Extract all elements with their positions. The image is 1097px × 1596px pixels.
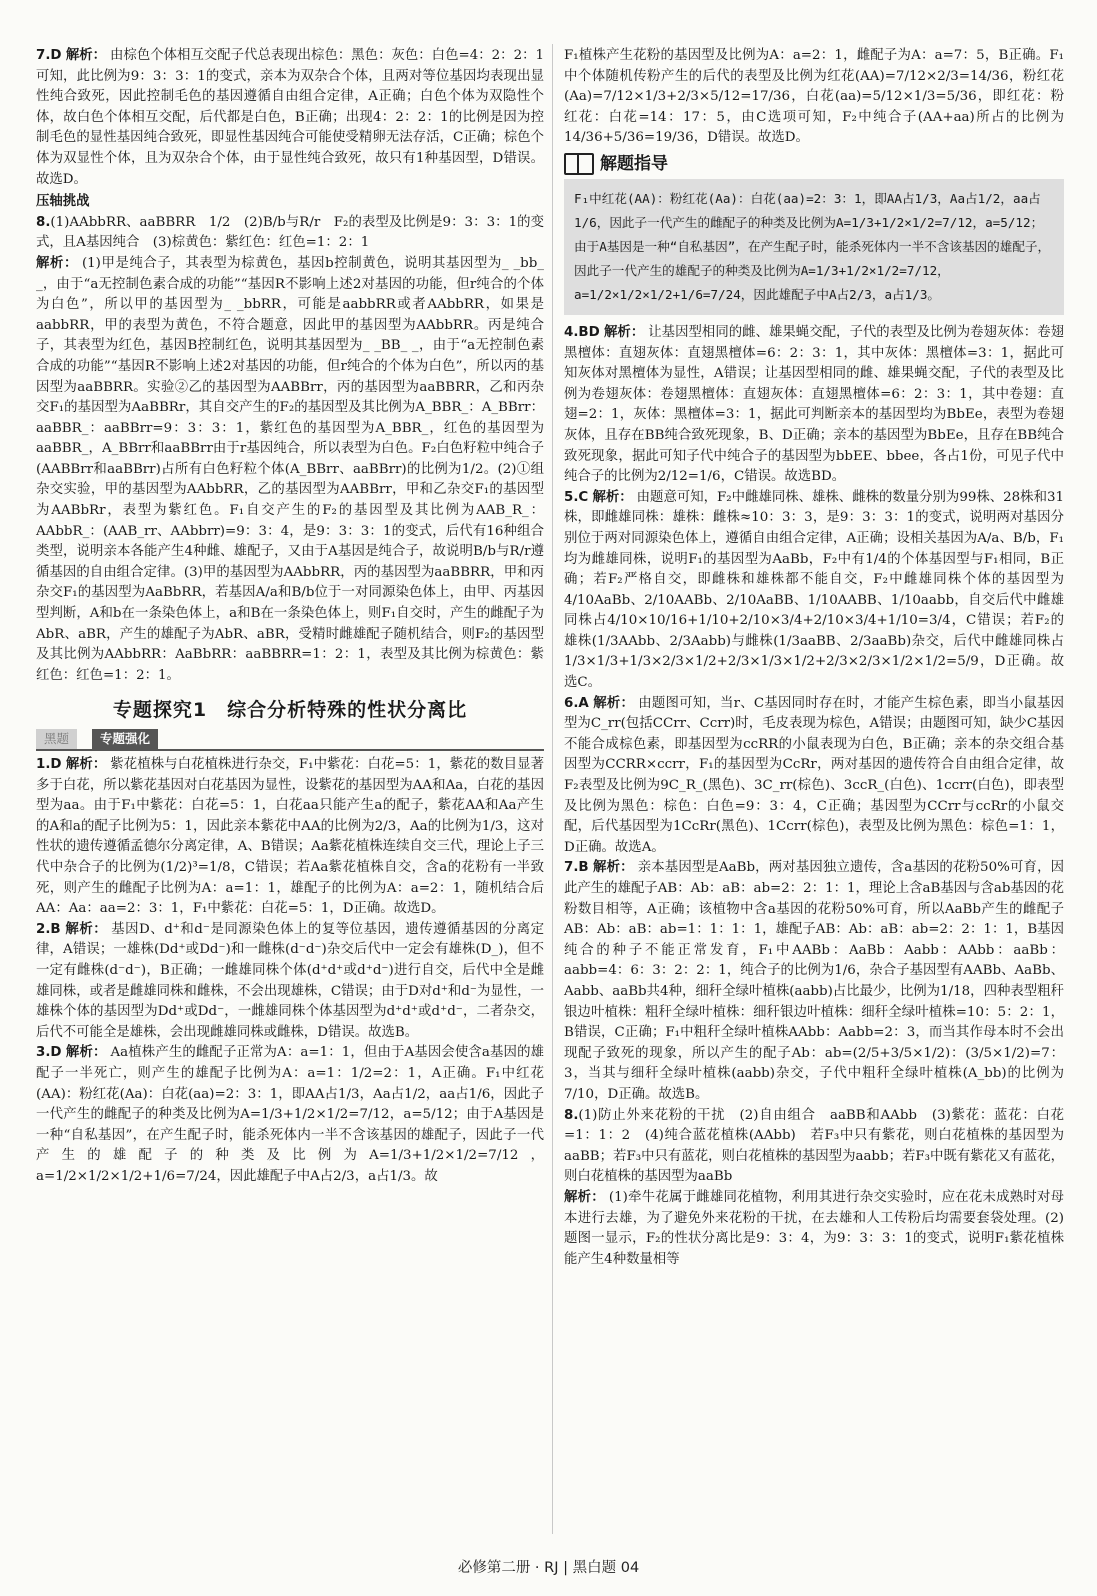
tab-special-training: 专题强化	[92, 729, 158, 749]
analysis-label: 解析：	[65, 48, 107, 63]
question-number: 6.	[564, 695, 579, 711]
answer-letter: B	[50, 921, 61, 937]
answer-letter: D	[50, 1045, 62, 1061]
question-number: 4.	[564, 324, 579, 340]
analysis-text: 让基因型相同的雌、雄果蝇交配，子代的表型及比例为卷翅灰体：卷翅黑檀体：直翅灰体：直翅黑檀体=6：2：3：1，其中灰体：黑檀体=3：1，据此可知灰体对黑檀体为显性，A错误；让基因型相同的雌、雄果蝇交配，子代的表型及比例为卷翅灰体：卷翅黑檀体：直翅灰体：直翅黑檀体=6：2：3：1，其中卷翅：直翅=2：1，灰体：黑檀体=3：1，据此可判断亲本的基因型均为BbEe，表型为卷翅灰体，且存在BB纯合致死现象，B、D正确；亲本的基因型为BbEe，且存在BB纯合致死现象，据此可知子代中纯合子的基因型为bbEE、bbee，各占1份，可见子代中纯合子的比例为2/12=1/6，C错误。故选BD。	[564, 324, 1065, 485]
answer-q5	[564, 488, 1064, 694]
answer-letter: BD	[578, 324, 600, 340]
analysis-label: 解析：	[593, 695, 635, 711]
analysis-label: 解析：	[564, 1189, 605, 1205]
answer-letter: C	[578, 489, 589, 505]
analysis-q8	[36, 254, 544, 686]
page-footer: 必修第二册 · RJ | 黑白题 04	[457, 1560, 640, 1576]
answer-q1	[36, 755, 544, 920]
open-book-icon	[564, 153, 594, 175]
answer-q7	[564, 858, 1064, 1105]
question-number: 8.	[564, 1107, 579, 1123]
answer-q4	[564, 323, 1064, 488]
answer-q6	[564, 694, 1064, 859]
analysis-text: 紫花植株与白花植株进行杂交，F₁中紫花：白花=5：1，紫花的数目显著多于白花，所以紫花基因对白花基因为显性，设紫花的基因型为AA和Aa，白花的基因型为aa。由于F₁中紫花：白花=5：1，白花aa只能产生a的配子，紫花AA和Aa产生的A和a的配子比例为5：1，因此亲本紫花中AA的比例为2/3，Aa的比例为1/3，这对性状的遗传遵循孟德尔分离定律，A、B错误；Aa紫花植株连续自交三代，理论上子三代中杂合子的比例为(1/2)³=1/8，C错误；若Aa紫花植株自交，含a的花粉有一半致死，则产生的雌配子比例为A：a=1：1，雄配子的比例为A：a=2：1，随机结合后AA：Aa：aa=2：3：1，F₁中紫花：白花=5：1，D正确。故选D。	[36, 757, 545, 917]
answer-text: (1)防止外来花粉的干扰 (2)自由组合 aaBB和AAbb (3)紫花：蓝花：白花=1：1：2 (4)纯合蓝花植株(AAbb) 若F₃中只有紫花，则白花植株的基因型为aaBB；若F₃中只有蓝花，则白花植株的基因型为aabb；若F₃中既有紫花又有蓝花，则白花植株的基因型为aaBb	[564, 1107, 1064, 1185]
analysis-label: 解析：	[65, 757, 107, 772]
column-divider	[552, 44, 553, 1534]
analysis-text: 亲本基因型是AaBb，两对基因独立遗传，含a基因的花粉50%可育，因此产生的雄配子AB：Ab：aB：ab=2：2：1：1，理论上含aB基因与含ab基因的花粉数目相等，A正确；该植物中含a基因的花粉50%可育，所以AaBb产生的雌配子AB：Ab：aB：ab=1：1：1：1，雄配子AB：Ab：aB：ab=2：2：1：1，B基因纯合的种子不能正常发育，F₁中AABb：AaBb：Aabb：AAbb：aaBb：aabb=4：6：3：2：2：1，纯合子的比例为1/6，杂合子基因型有AABb、AaBb、Aabb、aaBb共4种，细秆全绿叶植株(aabb)占比最少，比例为1/18，四种表型粗秆银边叶植株：粗秆全绿叶植株：细秆银边叶植株：细秆全绿叶植株=10：5：2：1，B错误，C正确；F₁中粗秆全绿叶植株AAbb：Aabb=2：3，而当其作母本时不会出现配子致死的现象，所以产生的配子Ab：ab=(2/5+3/5×1/2)：(3/5×1/2)=7：3，当其与细秆全绿叶植株(aabb)杂交，子代中粗秆全绿叶植株(A_bb)的比例为7/10，D正确。故选B。	[564, 860, 1065, 1102]
answer-q8	[36, 213, 544, 254]
answer-letter: D	[50, 48, 62, 63]
question-number: 2.	[36, 921, 51, 937]
analysis-label: 解析：	[593, 860, 634, 876]
answer-q2	[36, 920, 544, 1044]
analysis-text: 基因D、d⁺和d⁻是同源染色体上的复等位基因，遗传遵循基因的分离定律，A错误；一雄株(Dd⁺或Dd⁻)和一雌株(d⁻d⁻)杂交后代中一定会有雄株(D_)，但不一定有雌株(d⁻d⁻)，B正确；一雌雄同株个体(d⁺d⁺或d⁺d⁻)进行自交，后代中全是雌雄同株，或者是雌雄同株和雌株，不会出现雄株，C错误；由于D对d⁺和d⁻为显性，一雄株个体的基因型为Dd⁺或Dd⁻，一雌雄同株个体基因型为d⁺d⁺或d⁺d⁻，二者杂交，后代不可能全是雄株，会出现雌雄同株或雌株，D错误。故选B。	[36, 921, 545, 1040]
analysis-text: 由棕色个体相互交配子代总表现出棕色：黑色：灰色：白色=4：2：2：1可知，此比例为9：3：3：1的变式，亲本为双杂合个体，且两对等位基因均表现出显性纯合致死，因此控制毛色的基因遵循自由组合定律，A正确；白色个体为双隐性个体，故白色个体相互交配，后代都是白色，B正确；出现4：2：2：1的比例是因为控制毛色的显性基因纯合致死，即显性基因纯合可能使受精卵无法存活，C正确；棕色个体为双显性个体，且为双杂合个体，由于显性纯合致死，故只有1种基因型，D错误。故选D。	[36, 48, 545, 187]
analysis-text: (1)甲是纯合子，其表型为棕黄色，基因b控制黄色，说明其基因型为_ _bb_ _，由于“a无控制色素合成的功能”“基因R不影响上述2对基因的功能，但r纯合的个体为白色”，所以甲的基因型为_ _bbRR，可能是aabbRR或者AAbbRR，如果是aabbRR，甲的表型为黄色，不符合题意，因此甲的基因型为AAbbRR。丙是纯合子，其表型为红色，基因B控制红色，说明其基因型为_ _BB_ _，由于“a无控制色素合成的功能”“基因R不影响上述2对基因的功能，但r纯合的个体为白色”，所以丙的基因型为aaBBRR。实验②乙的基因型为AABBrr，丙的基因型为aaBBRR，乙和丙杂交F₁的基因型为AaBBRr，其自交产生的F₂的基因型及其比例为A_BBR_：A_BBrr：aaBBR_：aaBBrr=9：3：3：1，紫红色的基因型为A_BBR_，红色的基因型为aaBBR_，A_BBrr和aaBBrr由于r基因纯合，所以表型为白色。F₂白色籽粒中纯合子(AABBrr和aaBBrr)占所有白色籽粒个体(A_BBrr、aaBBrr)的比例为1/2。(2)①组杂交实验，甲的基因型为AAbbRR，乙的基因型为AABBrr，甲和乙杂交F₁的基因型为AABbRr，表型为紫红色。F₁自交产生的F₂的基因型及其比例为AAB_R_：AAbbR_：(AAB_rr、AAbbrr)=9：3：4，是9：3：3：1的变式，后代有16种组合类型，说明亲本各能产生4种雌、雄配子，又由于A基因是纯合子，故说明B/b与R/r遵循基因的自由组合定律。(3)甲的基因型为AAbbRR，丙的基因型为aaBBRR，甲和丙杂交F₁的基因型为AaBbRR，若基因A/a和B/b位于一对同源染色体上，由甲、丙基因型判断，A和b在一条染色体上，a和B在一条染色体上，则F₁自交时，产生的雌配子为AbR、aBR，产生的雄配子为AbR、aBR，受精时雌雄配子随机结合，则F₂的基因型及其比例为AAbbRR：AaBbRR：aaBBRR=1：2：1，表型及其比例为棕黄色：紫红色：红色=1：2：1。	[36, 255, 545, 683]
analysis-label: 解析：	[604, 324, 645, 340]
subsection-heading: 压轴挑战	[36, 194, 90, 210]
answer-q3-continued: F₁植株产生花粉的基因型及比例为A：a=2：1，雌配子为A：a=7：5，B正确。F₁中个体随机传粉产生的后代的表型及比例为红花(AA)=7/12×2/3=14/36，粉红花(Aa)=7/12×1/3+2/3×5/12=17/36，白花(aa)=5/12×1/3=5/36，即红花：粉红花：白花=14：17：5，由C选项可知，F₂中纯合子(AA+aa)所占的比例为14/36+5/36=19/36，D错误。故选D。	[564, 48, 1064, 146]
analysis-label: 解析：	[592, 489, 633, 505]
section-tabbar	[36, 727, 544, 751]
answer-q7	[36, 46, 544, 190]
answer-q8	[564, 1106, 1064, 1188]
analysis-label: 解析：	[65, 1045, 107, 1061]
solving-guide-heading	[564, 153, 1064, 175]
answer-letter: A	[578, 695, 589, 711]
right-column	[564, 46, 1064, 1270]
solving-guide-box: F₁中红花(AA)：粉红花(Aa)：白花(aa)=2：3：1，即AA占1/3，Aa占1/2，aa占1/6，因此子一代产生的雌配子的种类及比例为A=1/3+1/2×1/2=7/12，a=5/12；由于A基因是一种“自私基因”，在产生配子时，能杀死体内一半不含该基因的雄配子，因此子一代产生的雄配子的种类及比例为A=1/3+1/2×1/2=7/12，a=1/2×1/2×1/2+1/6=7/24，因此雄配子中A占2/3，a占1/3。	[564, 179, 1064, 315]
solving-guide-title: 解题指导	[600, 153, 668, 174]
analysis-text: (1)牵牛花属于雌雄同花植物，利用其进行杂交实验时，应在花未成熟时对母本进行去雄，为了避免外来花粉的干扰，在去雄和人工传粉后均需要套袋处理。(2)题图一显示，F₂的性状分离比是9：3：4，为9：3：3：1的变式，说明F₁紫花植株能产生4种数量相等	[564, 1189, 1064, 1267]
question-number: 8.	[36, 214, 51, 230]
analysis-text: 由题意可知，F₂中雌雄同株、雄株、雌株的数量分别为99株、28株和31株，即雌雄同株：雄株：雌株≈10：3：3，是9：3：3：1的变式，说明两对基因分别位于两对同源染色体上，遵循自由组合定律，A正确；设相关基因为A/a、B/b，F₁均为雌雄同株，说明F₁的基因型为AaBb，F₂中有1/4的个体基因型与F₁相同，B正确；若F₂严格自交，即雌株和雄株都不能自交，F₂中雌雄同株个体的基因型为4/10AaBb、2/10AABb、2/10AaBB、1/10AABB、1/10aabb，自交后代中雌雄同株占4/10×10/16+1/10+2/10×3/4+2/10×3/4+1/10=3/4，C错误；若F₂的雄株(1/3AAbb、2/3Aabb)与雌株(1/3aaBB、2/3aaBb)杂交，后代中雌雄同株占1/3×1/3+1/3×2/3×1/2+2/3×1/3×1/2+2/3×2/3×1/2×1/2=5/9，D正确。故选C。	[564, 489, 1064, 691]
question-number: 7.	[564, 860, 579, 876]
answer-letter: D	[50, 757, 62, 772]
question-number: 3.	[36, 1045, 51, 1061]
section-title: 专题探究1 综合分析特殊的性状分离比	[112, 699, 468, 722]
question-number: 5.	[564, 489, 579, 505]
answer-letter: B	[578, 860, 589, 876]
analysis-q8	[564, 1188, 1064, 1270]
tab-black-questions: 黑题	[36, 729, 77, 749]
left-column	[36, 46, 544, 1187]
analysis-label: 解析：	[65, 921, 108, 937]
question-number: 7.	[36, 48, 51, 63]
answer-text: (1)AAbbRR、aaBBRR 1/2 (2)B/b与R/r F₂的表型及比例是9：3：3：1的变式，且A基因纯合 (3)棕黄色：紫红色：红色=1：2：1	[36, 214, 544, 251]
analysis-text: 由题图可知，当r、C基因同时存在时，才能产生棕色素，即当小鼠基因型为C_rr(包括CCrr、Ccrr)时，毛皮表现为棕色，A错误；由题图可知，缺少C基因不能合成棕色素，即基因型为ccRR的小鼠表现为白色，B正确；亲本的杂交组合基因型为CCRR×ccrr，F₁的基因型为CcRr，两对基因的遗传符合自由组合定律，故F₂表型及比例为9C_R_(黑色)、3C_rr(棕色)、3ccR_(白色)、1ccrr(白色)，即表型及比例为黑色：棕色：白色=9：3：4，C正确；基因型为CCrr与ccRr的小鼠交配，后代基因型为1CcRr(黑色)、1Ccrr(棕色)，表型及比例为黑色：棕色=1：1，D正确。故选A。	[564, 695, 1064, 855]
answer-q3	[36, 1043, 544, 1187]
analysis-label: 解析：	[36, 255, 78, 271]
question-number: 1.	[36, 757, 51, 772]
analysis-text: Aa植株产生的雌配子正常为A：a=1：1，但由于A基因会使含a基因的雄配子一半死亡，则产生的雄配子比例为A：a=1：1/2=2：1，A正确。F₁中红花(AA)：粉红花(Aa)：白花(aa)=2：3：1，即AA占1/3，Aa占1/2，aa占1/6，因此子一代产生的雌配子的种类及比例为A=1/3+1/2×1/2=7/12，a=5/12；由于A基因是一种“自私基因”，在产生配子时，能杀死体内一半不含该基因的雄配子，因此子一代产生的雄配子的种类及比例为A=1/3+1/2×1/2=7/12，a=1/2×1/2×1/2+1/6=7/24，因此雄配子中A占2/3，a占1/3。故	[36, 1045, 544, 1184]
